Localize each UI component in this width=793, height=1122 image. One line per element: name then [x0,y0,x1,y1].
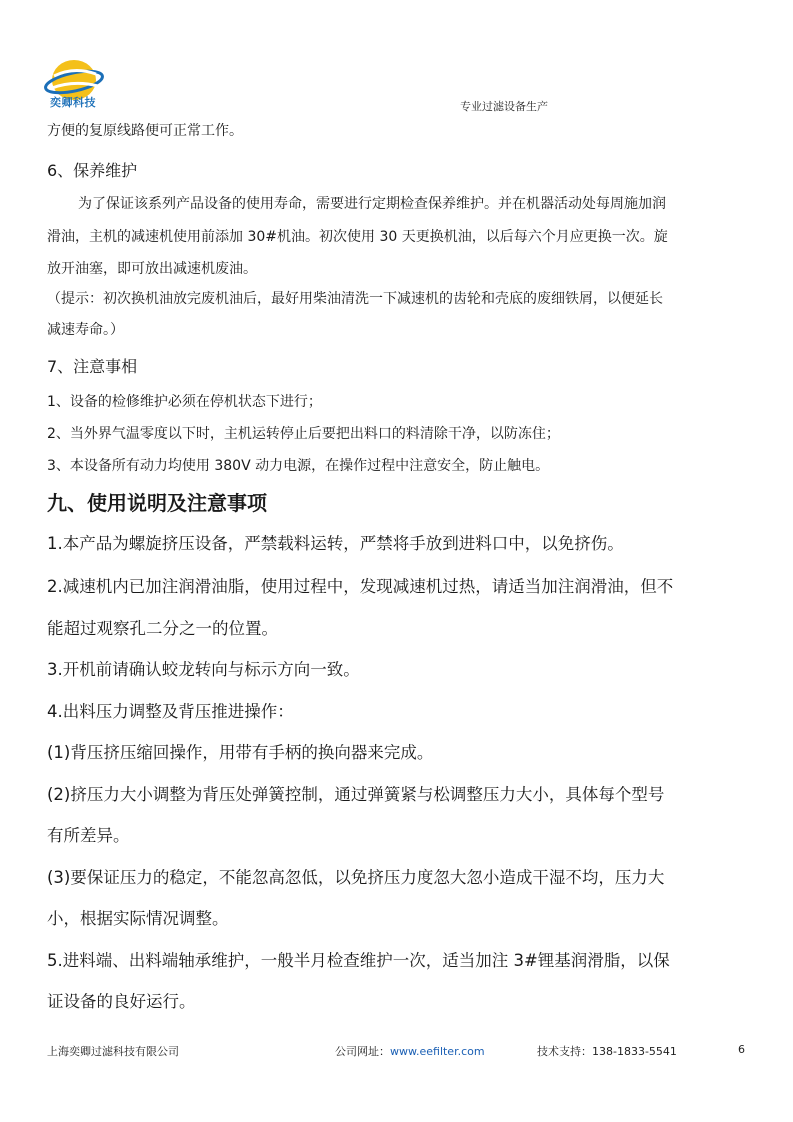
s6-paragraph-line-3: 放开油塞，即可放出减速机废油。 [47,261,257,277]
s9-item-5-line-1: 5.进料端、出料端轴承维护，一般半月检查维护一次，适当加注 3#锂基润滑脂，以保 [47,951,670,970]
s9-item-5-line-2: 证设备的良好运行。 [47,992,196,1011]
s6-paragraph-line-1: 为了保证该系列产品设备的使用寿命，需要进行定期检查保养维护。并在机器活动处每周施加润 [78,196,666,212]
s6-tip-line-1: （提示：初次换机油放完废机油后，最好用柴油清洗一下减速机的齿轮和壳底的废细铁屑，以便延长 [47,291,663,307]
footer-support-label: 技术支持： [537,1045,592,1058]
section-9-title: 九、使用说明及注意事项 [47,491,267,515]
footer-website-link[interactable]: www.eefilter.com [390,1045,485,1058]
s6-paragraph-line-2: 滑油，主机的减速机使用前添加 30#机油。初次使用 30 天更换机油，以后每六个月应更换一次。旋 [47,229,668,245]
s7-item-3: 3、本设备所有动力均使用 380V 动力电源，在操作过程中注意安全，防止触电。 [47,458,550,474]
section-7-title: 7、注意事相 [47,357,138,376]
footer-company: 上海奕卿过滤科技有限公司 [47,1045,179,1058]
s9-item-4-1: (1)背压挤压缩回操作，用带有手柄的换向器来完成。 [47,743,434,762]
header-tagline: 专业过滤设备生产 [460,100,548,113]
footer-website-label: 公司网址： [335,1045,390,1058]
s6-tip-line-2: 减速寿命。） [47,322,124,338]
logo-text: 奕卿科技 [50,96,96,109]
s9-item-2-line-2: 能超过观察孔二分之一的位置。 [47,619,278,638]
s9-item-4-2-line-2: 有所差异。 [47,826,130,845]
s9-item-2-line-1: 2.减速机内已加注润滑油脂，使用过程中，发现减速机过热，请适当加注润滑油，但不 [47,577,674,596]
s9-item-3: 3.开机前请确认蛟龙转向与标示方向一致。 [47,660,360,679]
page-number: 6 [738,1043,745,1056]
s9-item-4-3-line-1: (3)要保证压力的稳定，不能忽高忽低，以免挤压力度忽大忽小造成干湿不均，压力大 [47,868,665,887]
s9-item-1: 1.本产品为螺旋挤压设备，严禁载料运转，严禁将手放到进料口中，以免挤伤。 [47,534,624,553]
s9-item-4-2-line-1: (2)挤压力大小调整为背压处弹簧控制，通过弹簧紧与松调整压力大小，具体每个型号 [47,785,665,804]
s7-item-1: 1、设备的检修维护必须在停机状态下进行； [47,394,322,410]
s9-item-4: 4.出料压力调整及背压推进操作： [47,702,294,721]
s7-item-2: 2、当外界气温零度以下时，主机运转停止后要把出料口的料清除干净，以防冻住； [47,426,560,442]
footer-support-group [537,1043,677,1059]
s9-item-4-3-line-2: 小，根据实际情况调整。 [47,909,229,928]
footer-support-phone: 138-1833-5541 [592,1045,677,1058]
footer-website-group [335,1043,485,1059]
paragraph-continuation: 方便的复原线路便可正常工作。 [47,123,243,139]
section-6-title: 6、保养维护 [47,161,138,180]
